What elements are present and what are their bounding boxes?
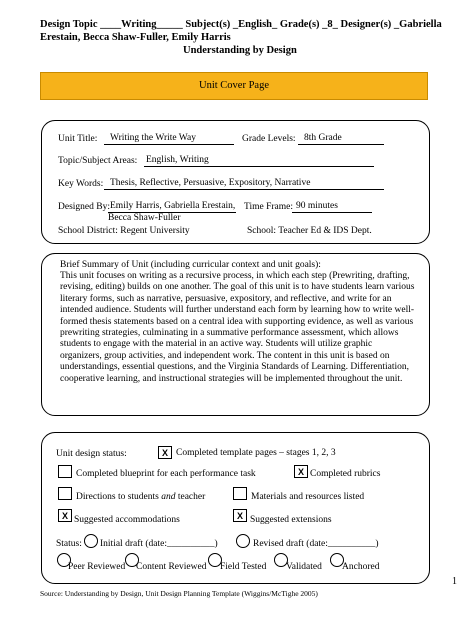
completed-pages-label: Completed template pages – stages 1, 2, 3 [176, 448, 336, 458]
topic-label: Topic/Subject Areas: [58, 156, 138, 166]
grade-levels-value: 8th Grade [304, 133, 342, 143]
directions-label [76, 491, 205, 503]
directions-text-a: Directions to students [76, 492, 162, 502]
unit-cover-banner: Unit Cover Page [40, 72, 428, 100]
anchored-label: Anchored [342, 562, 380, 572]
extensions-label: Suggested extensions [250, 515, 332, 525]
school-district: School District: Regent University [58, 226, 190, 236]
keywords-label: Key Words: [58, 179, 104, 189]
directions-text-and: and [161, 492, 176, 502]
unit-title-field [104, 132, 234, 145]
designed-by-label: Designed By: [58, 202, 110, 212]
directions-checkbox[interactable] [58, 487, 72, 500]
accommodations-checkbox[interactable] [58, 509, 72, 522]
status-label: Status: [56, 539, 82, 549]
materials-label: Materials and resources listed [251, 492, 365, 502]
field-tested-label: Field Tested [220, 562, 267, 572]
time-frame-field [292, 200, 372, 213]
design-status-label: Unit design status: [56, 449, 127, 459]
time-frame-value: 90 minutes [296, 201, 338, 211]
extensions-checkbox[interactable] [233, 509, 247, 522]
summary-heading: Brief Summary of Unit (including curricular context and unit goals): [60, 260, 321, 270]
completed-blueprint-label: Completed blueprint for each performance task [76, 469, 256, 479]
grade-levels-field [298, 132, 384, 145]
completed-pages-checkbox[interactable] [158, 446, 172, 459]
materials-checkbox[interactable] [233, 487, 247, 500]
directions-text-b: teacher [175, 492, 206, 502]
initial-draft-radio[interactable] [84, 534, 98, 548]
topic-field [144, 154, 374, 167]
peer-reviewed-label: Peer Reviewed [68, 562, 126, 572]
header-line-2: Erestain, Becca Shaw-Fuller, Emily Harris [40, 32, 231, 43]
unit-title-label: Unit Title: [58, 134, 98, 144]
completed-pages-mark: X [161, 448, 168, 458]
completed-rubrics-label: Completed rubrics [310, 469, 381, 479]
header-line-1: Design Topic ____Writing_____ Subject(s) _English_ Grade(s) _8_ Designer(s) _Gabriella [40, 19, 442, 30]
completed-blueprint-checkbox[interactable] [58, 465, 72, 478]
source-footnote: Source: Understanding by Design, Unit Design Planning Template (Wiggins/McTighe 2005) [40, 589, 318, 598]
grade-levels-label: Grade Levels: [242, 134, 296, 144]
validated-label: Validated [286, 562, 322, 572]
accommodations-label: Suggested accommodations [74, 515, 180, 525]
completed-rubrics-checkbox[interactable] [294, 465, 308, 478]
revised-draft-label: Revised draft (date:__________) [253, 539, 379, 549]
keywords-value: Thesis, Reflective, Persuasive, Expository, Narrative [110, 178, 311, 188]
time-frame-label: Time Frame: [244, 202, 293, 212]
summary-body: This unit focuses on writing as a recursive process, in which each step (Prewriting, drafting, revising, editing) builds on one another. The goal of this unit is to have students learn various literary forms, such as narrative, persuasive, expository, and reflective, and write for an intended audience. Students will further understand each form by learning how to write well-formed thesis statements based on a central idea with supporting evidence, as well as various prewriting strategies, culminating in a summative performance assessment, which allows students to engage with the material in an active way. Students will utilize graphic organizers, group activities, and independent work. The content in this unit is based on understandings, essential questions, and the Virginia Standards of Learning. Differentiation, cooperative learning, and instructional strategies will be implemented throughout the unit. [60, 271, 415, 384]
designed-by-value-1: Emily Harris, Gabriella Erestain, [110, 201, 236, 211]
completed-rubrics-mark: X [297, 467, 304, 477]
revised-draft-radio[interactable] [236, 534, 250, 548]
unit-title-value: Writing the Write Way [110, 133, 196, 143]
initial-draft-label: Initial draft (date:__________) [100, 539, 218, 549]
school-name: School: Teacher Ed & IDS Dept. [247, 226, 372, 236]
designed-by-value-2: Becca Shaw-Fuller [108, 213, 181, 223]
topic-value: English, Writing [146, 155, 209, 165]
content-reviewed-label: Content Reviewed [136, 562, 207, 572]
keywords-field [104, 177, 384, 190]
accommodations-mark: X [61, 511, 68, 521]
page-number: 1 [452, 576, 457, 587]
extensions-mark: X [236, 511, 243, 521]
header-line-3: Understanding by Design [183, 45, 297, 56]
